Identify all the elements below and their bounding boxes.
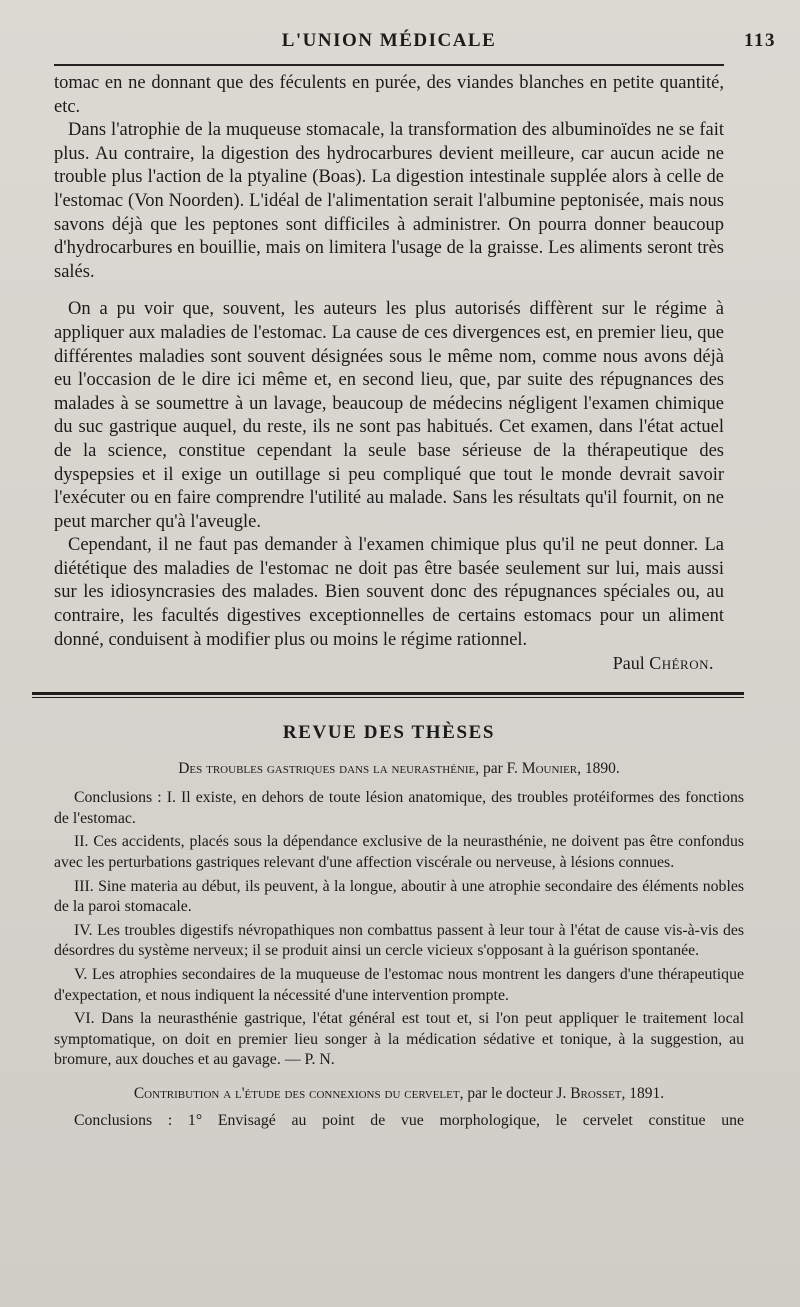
thesis-title: Contribution a l'étude des connexions du cervelet, xyxy=(133,1084,464,1102)
thesis-author-prefix: par le docteur J. xyxy=(467,1084,567,1102)
thesis-author: Brosset, xyxy=(570,1084,626,1102)
conclusion-item: VI. Dans la neurasthénie gastrique, l'état général est tout et, si l'on peut appliquer le traitement local symptomatique, on doit en premier lieu songer à la médication sédative et tonique, à la suggestion, au bromure, aux douches et au gavage. — P. N. xyxy=(54,1010,744,1069)
thesis-year: 1890. xyxy=(584,760,620,778)
signature-first-name: Paul xyxy=(612,653,645,674)
conclusion-item: II. Ces accidents, placés sous la dépendance exclusive de la neurasthénie, ne doivent pas être confondus avec les perturbations gastriques relevant d'une affection viscérale ou nerveuse, à lésions connues. xyxy=(54,833,744,872)
thesis-title: Des troubles gastriques dans la neurasthénie, xyxy=(178,760,480,778)
article-paragraph: On a pu voir que, souvent, les auteurs les plus autorisés diffèrent sur le régime à appliquer aux maladies de l'estomac. La cause de ces divergences est, en premier lieu, que différentes maladies sont souvent désignées sous le même nom, comme nous avons déjà eu l'occasion de le dire ici même et, en second lieu, que, par suite des répugnances des malades à se soumettre à un lavage, beaucoup de médecins négligent l'examen chimique du suc gastrique auquel, du reste, ils ne sont pas habitués. Cet examen, dans l'état actuel de la science, constitue cependant la seule base sérieuse de la thérapeutique des dyspepsies et il exige un outillage si peu compliqué que tout le monde devrait savoir l'exécuter ou en faire comprendre l'utilité au malade. Sans les résultats qu'il fournit, on ne peut marcher qu'à l'aveugle. xyxy=(54,299,724,532)
running-head xyxy=(54,22,776,62)
thesis-heading xyxy=(54,760,744,778)
conclusion-item: III. Sine materia au début, ils peuvent, à la longue, aboutir à une atrophie secondaire des éléments nobles de la paroi stomacale. xyxy=(54,877,744,916)
conclusion-item: V. Les atrophies secondaires de la muqueuse de l'estomac nous montrent les dangers d'une thérapeutique d'expectation, et nous indiquent la nécessité d'une intervention prompte. xyxy=(54,966,744,1004)
conclusion-item: IV. Les troubles digestifs névropathiques non combattus passent à leur tour à l'état de cause vis-à-vis des désordres du système nerveux; il se produit ainsi un cercle vicieux s'opposant à la guérison spontanée. xyxy=(54,921,744,960)
page-number: 113 xyxy=(744,30,776,51)
thesis-conclusions-start: Conclusions : 1° Envisagé au point de vue morphologique, le cervelet constitue une xyxy=(74,1111,744,1129)
article-paragraph: Cependant, il ne faut pas demander à l'examen chimique plus qu'il ne peut donner. La diététique des maladies de l'estomac ne doit pas être basée seulement sur lui, mais aussi sur les idiosyncrasies des malades. Bien souvent donc des répugnances spéciales ou, au contraire, les facultés digestives exceptionnelles de certains estomacs pour un aliment donné, conduisent à modifier plus ou moins le régime rationnel. xyxy=(54,535,724,650)
section-separator xyxy=(32,692,744,698)
signature-last-name: Chéron. xyxy=(649,653,714,674)
thesis-author-prefix: par F. xyxy=(483,760,518,778)
thesis-conclusions xyxy=(54,788,744,1071)
thesis-year: 1891. xyxy=(629,1084,665,1102)
thesis-author: Mounier, xyxy=(521,760,582,778)
header-rule xyxy=(54,64,724,66)
conclusion-item: Conclusions : I. Il existe, en dehors de toute lésion anatomique, des troubles protéiformes des fonctions de l'estomac. xyxy=(54,789,745,827)
article-paragraph: tomac en ne donnant que des féculents en purée, des viandes blanches en petite quantité, etc. xyxy=(54,73,724,117)
thesis-heading xyxy=(54,1085,744,1103)
article-body xyxy=(54,72,724,652)
author-signature xyxy=(54,653,714,674)
journal-title: L'UNION MÉDICALE xyxy=(281,30,497,51)
conclusions-label: Conclusions : xyxy=(74,789,162,807)
article-paragraph: Dans l'atrophie de la muqueuse stomacale, la transformation des albuminoïdes ne se fait plus. Au contraire, la digestion des hydrocarbures devient meilleure, car aucun acide ne trouble plus l'action de la ptyaline (Boas). La digestion intestinale supplée alors à celle de l'estomac (Von Noorden). L'idéal de l'alimentation serait l'albumine peptonisée, mais nous savons déjà que les peptones sont difficiles à administrer. On pourra donner beaucoup d'hydrocarbures en bouillie, mais on limitera l'usage de la graisse. Les aliments seront très salés. xyxy=(54,120,724,282)
section-title: REVUE DES THÈSES xyxy=(282,722,496,744)
